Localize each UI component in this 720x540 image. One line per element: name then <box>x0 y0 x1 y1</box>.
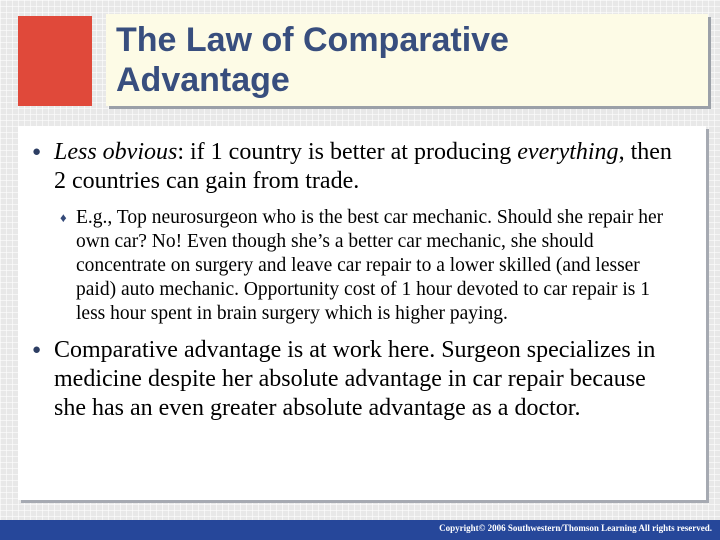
diamond-bullet-icon: ♦ <box>60 210 67 225</box>
bullet-item-1 <box>32 138 682 196</box>
bullet-text-2: Comparative advantage is at work here. Surgeon specializes in medicine despite her absolute advantage in car repair because she has an even greater absolute advantage as a doctor. <box>54 337 656 421</box>
bullet-dot-icon: ● <box>32 342 42 358</box>
copyright-text: Copyright© 2006 Southwestern/Thomson Learning All rights reserved. <box>439 523 712 533</box>
title-box <box>106 14 708 106</box>
sub-bullet-text: E.g., Top neurosurgeon who is the best car mechanic. Should she repair her own car? No! Even though she’s a better car mechanic, she should concentrate on surgery and leave car repair to a lower skilled (and lesser paid) auto mechanic. Opportunity cost of 1 hour devoted to car repair is 1 less hour spent in brain surgery which is higher paying. <box>76 207 664 324</box>
bullet-dot-icon: ● <box>32 144 42 160</box>
bullet-text-1 <box>54 138 682 196</box>
footer-bar <box>0 520 720 540</box>
sub-bullet-item <box>60 206 682 326</box>
slide-title: The Law of Comparative Advantage <box>116 21 509 99</box>
emphasis-everything: everything <box>517 139 619 165</box>
bullet-text-segment: : if 1 country is better at producing <box>177 139 518 165</box>
bullet-text-segment: , then 2 countries can gain from trade. <box>54 139 672 194</box>
emphasis-less-obvious: Less obvious <box>54 139 178 165</box>
title-accent-block <box>18 16 92 106</box>
content-panel <box>18 126 706 500</box>
bullet-item-2 <box>32 336 682 423</box>
